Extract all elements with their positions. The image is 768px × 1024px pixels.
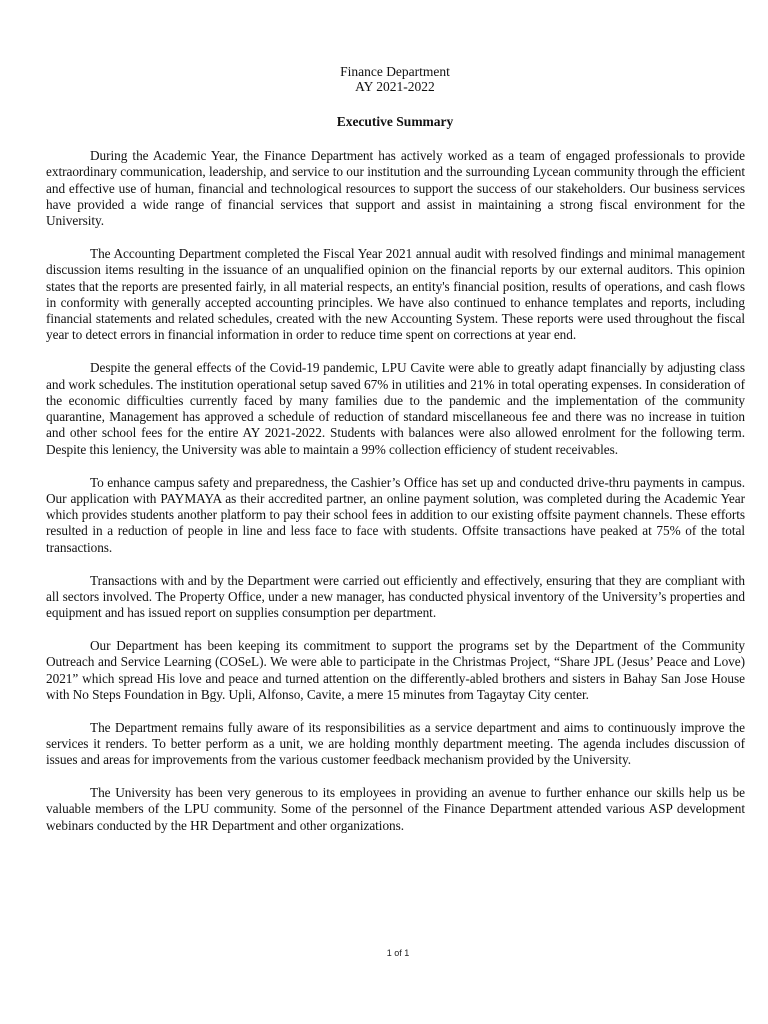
document-header [0, 64, 768, 94]
paragraph: Despite the general effects of the Covid-19 pandemic, LPU Cavite were able to greatly adapt financially by adjusting class and work schedules. The institution operational setup saved 67% in utilities and 21% in total operating expenses. In consideration of the economic difficulties currently faced by many families due to the pandemic and the implementation of the community quarantine, Management has approved a schedule of reduction of standard miscellaneous fee and there was no increase in tuition and other school fees for the entire AY 2021-2022. Students with balances were also allowed enrolment for the following term. Despite this leniency, the University was able to maintain a 99% collection efficiency of student receivables. [46, 360, 745, 457]
paragraph: Transactions with and by the Department were carried out efficiently and effectively, ensuring that they are compliant with all sectors involved. The Property Office, under a new manager, has conducted physical inventory of the University’s properties and equipment and has issued report on supplies consumption per department. [46, 572, 745, 621]
paragraph: The University has been very generous to its employees in providing an avenue to further enhance our skills help us be valuable members of the LPU community. Some of the personnel of the Finance Department attended various ASP development webinars conducted by the HR Department and other organizations. [46, 785, 745, 833]
academic-year: AY 2021-2022 [355, 79, 435, 94]
document-title: Executive Summary [336, 114, 454, 129]
paragraph: During the Academic Year, the Finance Department has actively worked as a team of engaged professionals to provide extraordinary communication, leadership, and service to our institution and the surrounding Lycean community through the efficient and effective use of human, financial and technological resources to support the success of our stakeholders. Our business services have provided a wide range of financial services that support and assist in maintaining a strong fiscal environment for the University. [46, 148, 745, 229]
document-body [46, 148, 745, 850]
paragraph: To enhance campus safety and preparedness, the Cashier’s Office has set up and conducted drive-thru payments in campus. Our application with PAYMAYA as their accredited partner, an online payment solution, was completed during the Academic Year which provides students another platform to pay their school fees in addition to our existing offsite payment channels. These efforts resulted in a reduction of people in line and less face to face with students. Offsite transactions have peaked at 75% of the total transactions. [46, 474, 745, 555]
paragraph: The Accounting Department completed the Fiscal Year 2021 annual audit with resolved findings and minimal management discussion items resulting in the issuance of an unqualified opinion on the financial reports by our external auditors. This opinion states that the reports are presented fairly, in all material respects, an entity's financial position, results of operations, and cash flows in conformity with generally accepted accounting principles. We have also continued to enhance templates and reports, including financial statements and related schedules, created with the new Accounting System. These reports were used throughout the fiscal year to detect errors in financial information in order to reduce time spent on corrections at year end. [46, 245, 745, 343]
department-name: Finance Department [340, 64, 450, 79]
page-indicator: 1 of 1 [386, 948, 410, 958]
paragraph: Our Department has been keeping its commitment to support the programs set by the Department of the Community Outreach and Service Learning (COSeL). We were able to participate in the Christmas Project, “Share JPL (Jesus’ Peace and Love) 2021” which spread His love and peace and turned attention on the differently-abled brothers and sisters in Bahay San Jose House with No Steps Foundation in Bgy. Upli, Alfonso, Cavite, a mere 15 minutes from Tagaytay City center. [46, 637, 745, 702]
paragraph: The Department remains fully aware of its responsibilities as a service department and aims to continuously improve the services it renders. To better perform as a unit, we are holding monthly department meeting. The agenda includes discussion of issues and areas for improvements from the various customer feedback mechanism provided by the University. [46, 719, 745, 768]
